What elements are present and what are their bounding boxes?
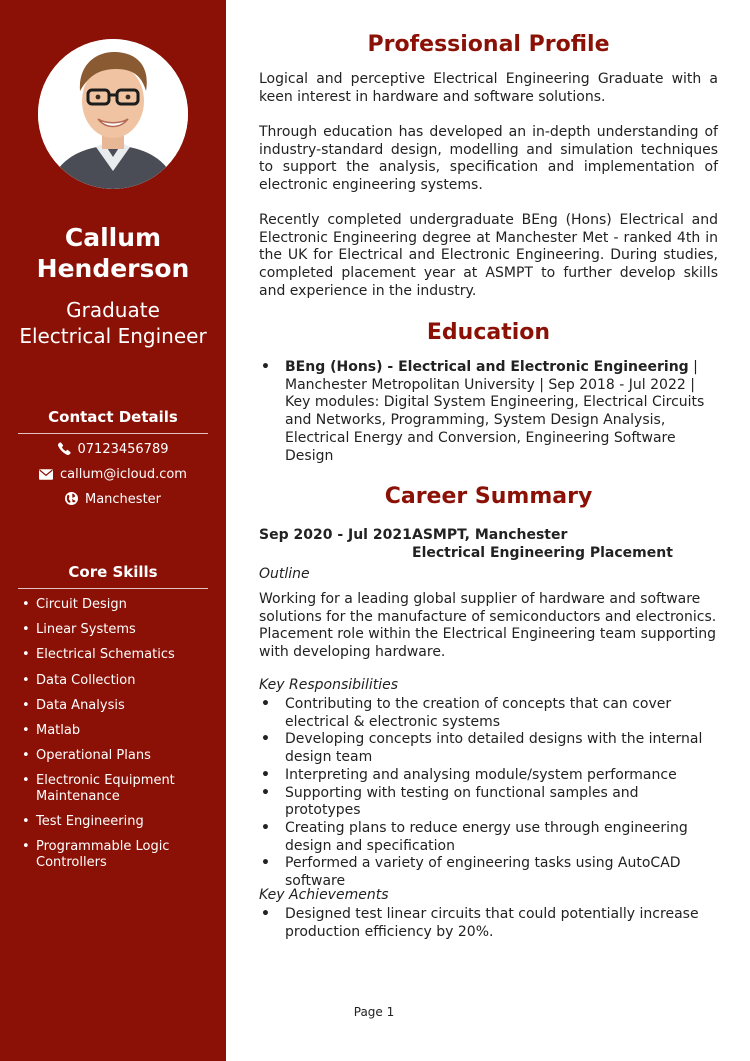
education-list — [259, 359, 718, 465]
achievements-label: Key Achievements — [259, 887, 389, 903]
person-portrait-image — [38, 39, 188, 189]
outline-label: Outline — [259, 566, 310, 582]
phone-number: 07123456789 — [77, 442, 169, 457]
skills-list — [20, 597, 210, 880]
responsibility-item: • Creating plans to reduce energy use through engineering design and specification — [259, 820, 718, 855]
job-dates: Sep 2020 - Jul 2021 — [259, 527, 412, 543]
name-last: Henderson — [36, 254, 190, 283]
skill-item: • Data Analysis — [20, 698, 210, 714]
contact-details-heading: Contact Details — [18, 408, 208, 434]
sidebar — [0, 0, 226, 1061]
skill-item: • Data Collection — [20, 673, 210, 689]
phone-icon — [58, 442, 71, 455]
email-address: callum@icloud.com — [60, 467, 187, 482]
candidate-title — [0, 297, 226, 349]
responsibility-item: • Performed a variety of engineering tasks using AutoCAD software — [259, 855, 718, 890]
page-number: Page 1 — [353, 1005, 395, 1019]
education-heading: Education — [426, 320, 551, 345]
skill-item: • Circuit Design — [20, 597, 210, 613]
job-company: ASMPT, Manchester — [412, 527, 568, 543]
title-line-1: Graduate — [66, 298, 160, 322]
degree-title: BEng (Hons) - Electrical and Electronic Engineering — [285, 359, 689, 375]
responsibility-item: • Interpreting and analysing module/system performance — [259, 767, 718, 785]
job-company-block — [412, 527, 718, 562]
responsibilities-list — [259, 696, 718, 891]
candidate-name — [0, 222, 226, 284]
education-entry — [259, 359, 718, 465]
contact-email — [0, 466, 226, 484]
location: Manchester — [84, 492, 162, 507]
title-line-2: Electrical Engineer — [19, 324, 207, 348]
envelope-icon — [39, 469, 53, 480]
contact-phone — [0, 441, 226, 459]
profile-paragraph: Recently completed undergraduate BEng (Hons) Electrical and Electronic Engineering degree at Manchester Met - ranked 4th in the UK for Electrical and Electronic Engineering. During studies, completed placement year at ASMPT to further develop skills and experience in the industry. — [259, 212, 718, 299]
globe-icon — [65, 492, 78, 505]
responsibility-item: • Contributing to the creation of concepts that can cover electrical & electronic systems — [259, 696, 718, 731]
skill-item: • Linear Systems — [20, 622, 210, 638]
achievement-item: • Designed test linear circuits that could potentially increase production efficiency by 20%. — [259, 906, 718, 941]
outline-text: Working for a leading global supplier of hardware and software solutions for the manufacture of semiconductors and electronics. Placement role within the Electrical Engineering team supporting with developing hardware. — [259, 591, 717, 661]
name-first: Callum — [64, 223, 162, 252]
job-role: Electrical Engineering Placement — [412, 544, 673, 561]
skill-item: • Electrical Schematics — [20, 647, 210, 663]
profile-paragraph: Through education has developed an in-depth understanding of industry-standard design, modelling and simulation techniques to support the analysis, specification and implementation of electronic engineering systems. — [259, 124, 718, 194]
professional-profile-heading: Professional Profile — [367, 32, 610, 57]
profile-paragraph: Logical and perceptive Electrical Engineering Graduate with a keen interest in hardware and software solutions. — [259, 71, 718, 105]
responsibility-item: • Supporting with testing on functional samples and prototypes — [259, 785, 718, 820]
responsibilities-label: Key Responsibilities — [259, 677, 399, 693]
skill-item: • Test Engineering — [20, 814, 210, 830]
skill-item: • Operational Plans — [20, 748, 210, 764]
profile-photo — [38, 39, 188, 189]
responsibility-item: • Developing concepts into detailed designs with the internal design team — [259, 731, 718, 766]
skill-item: • Matlab — [20, 723, 210, 739]
contact-location — [0, 491, 226, 509]
core-skills-heading: Core Skills — [18, 563, 208, 589]
degree-details: | Manchester Metropolitan University | Sep 2018 - Jul 2022 | Key modules: Digital System Engineering, Electrical Circuits and Networks, Programming, System Design Analysis, Electrical Energy and Conversion, Engineering Software Design — [285, 359, 705, 464]
achievements-list — [259, 906, 718, 941]
skill-item: • Programmable Logic Controllers — [20, 839, 210, 870]
career-summary-heading: Career Summary — [384, 484, 593, 509]
skill-item: • Electronic Equipment Maintenance — [20, 773, 210, 804]
